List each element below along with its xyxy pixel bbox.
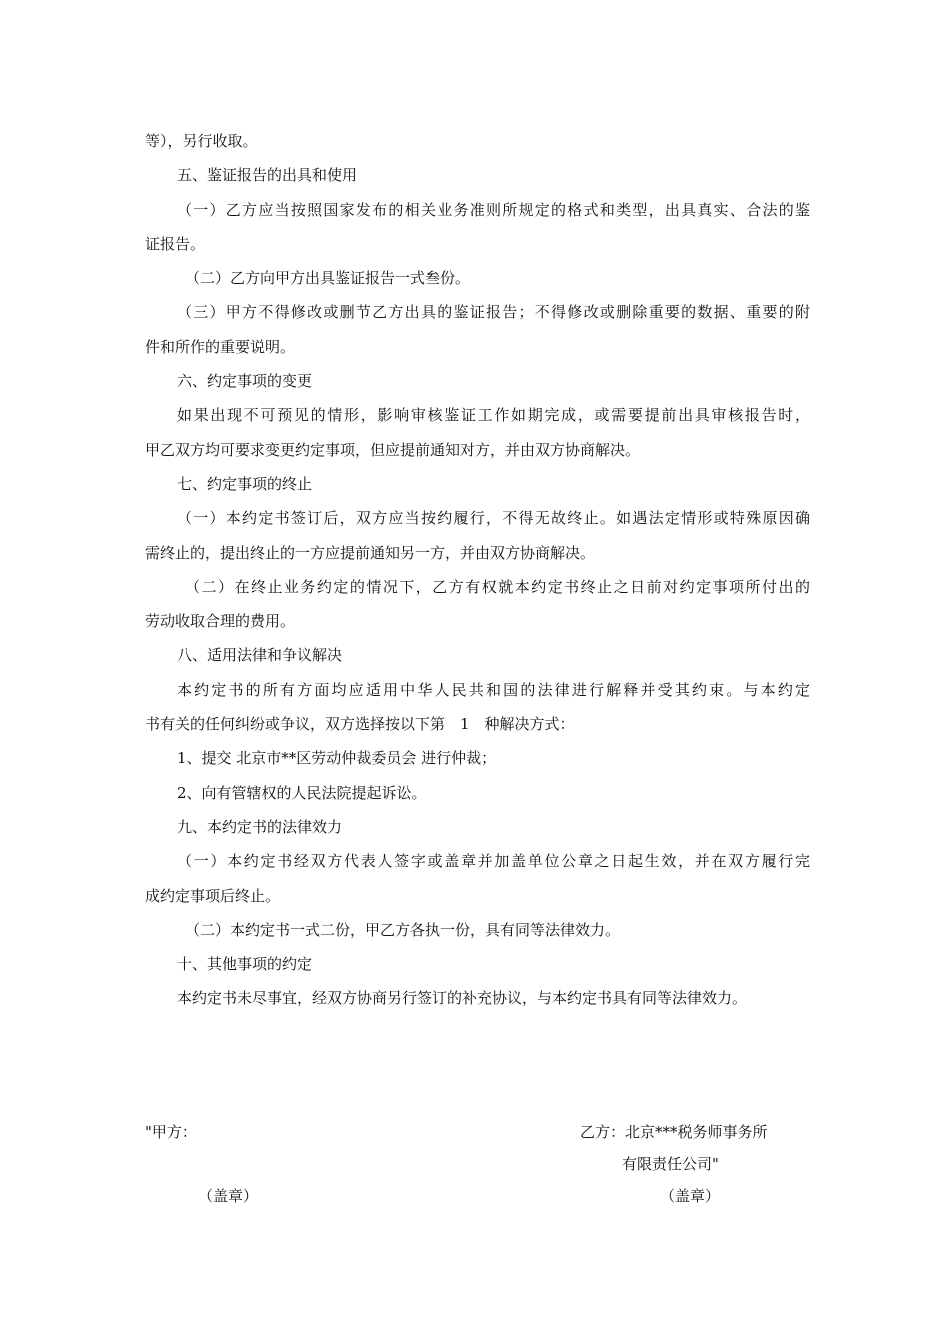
- text-line: （二）本约定书一式二份，甲乙方各执一份，具有同等法律效力。: [185, 920, 621, 939]
- text-line: （一）本约定书签订后，双方应当按约履行，不得无故终止。如遇法定情形或特殊原因确: [177, 509, 810, 528]
- text-line: （三）甲方不得修改或删节乙方出具的鉴证报告；不得修改或删除重要的数据、重要的附: [177, 303, 810, 322]
- section-heading-6: 六、约定事项的变更: [177, 372, 313, 391]
- text-line: （二）乙方向甲方出具鉴证报告一式叁份。: [185, 269, 471, 288]
- party-a-label: "甲方：: [145, 1123, 197, 1141]
- section-heading-7: 七、约定事项的终止: [177, 474, 313, 493]
- party-b-label: 乙方：北京***税务师事务所: [580, 1123, 768, 1141]
- text-line: 证报告。: [145, 234, 206, 253]
- text-line: 甲乙双方均可要求变更约定事项，但应提前通知对方，并由双方协商解决。: [145, 440, 641, 459]
- section-heading-9: 九、本约定书的法律效力: [177, 817, 343, 836]
- party-b-stamp: （盖章）: [660, 1187, 721, 1205]
- text-line: 本约定书的所有方面均应适用中华人民共和国的法律进行解释并受其约束。与本约定: [177, 680, 810, 699]
- list-item: 2、向有管辖权的人民法院提起诉讼。: [177, 783, 427, 802]
- text-line: 成约定事项后终止。: [145, 886, 281, 905]
- text-line: （二）在终止业务约定的情况下，乙方有权就本约定书终止之日前对约定事项所付出的: [185, 577, 810, 596]
- section-heading-5: 五、鉴证报告的出具和使用: [177, 166, 358, 185]
- party-b-company: 有限责任公司": [622, 1155, 719, 1173]
- section-heading-8: 八、适用法律和争议解决: [177, 646, 343, 665]
- party-a-stamp: （盖章）: [198, 1187, 259, 1205]
- section-heading-10: 十、其他事项的约定: [177, 955, 313, 974]
- text-line: （一）本约定书经双方代表人签字或盖章并加盖单位公章之日起生效，并在双方履行完: [177, 852, 810, 871]
- text-line: 件和所作的重要说明。: [145, 337, 296, 356]
- text-line: 等），另行收取。: [145, 132, 258, 150]
- text-line: 需终止的，提出终止的一方应提前通知另一方，并由双方协商解决。: [145, 543, 596, 562]
- document-body: [145, 124, 810, 1016]
- text-line: （一）乙方应当按照国家发布的相关业务准则所规定的格式和类型，出具真实、合法的鉴: [177, 200, 810, 219]
- text-line: 如果出现不可预见的情形，影响审核鉴证工作如期完成，或需要提前出具审核报告时，: [177, 406, 810, 425]
- text-line: 劳动收取合理的费用。: [145, 612, 296, 631]
- text-line: 本约定书未尽事宜，经双方协商另行签订的补充协议，与本约定书具有同等法律效力。: [177, 989, 748, 1008]
- text-line: 书有关的任何纠纷或争议，双方选择按以下第 1 种解决方式：: [145, 715, 575, 734]
- list-item: 1、提交 北京市**区劳动仲裁委员会 进行仲裁；: [177, 749, 497, 768]
